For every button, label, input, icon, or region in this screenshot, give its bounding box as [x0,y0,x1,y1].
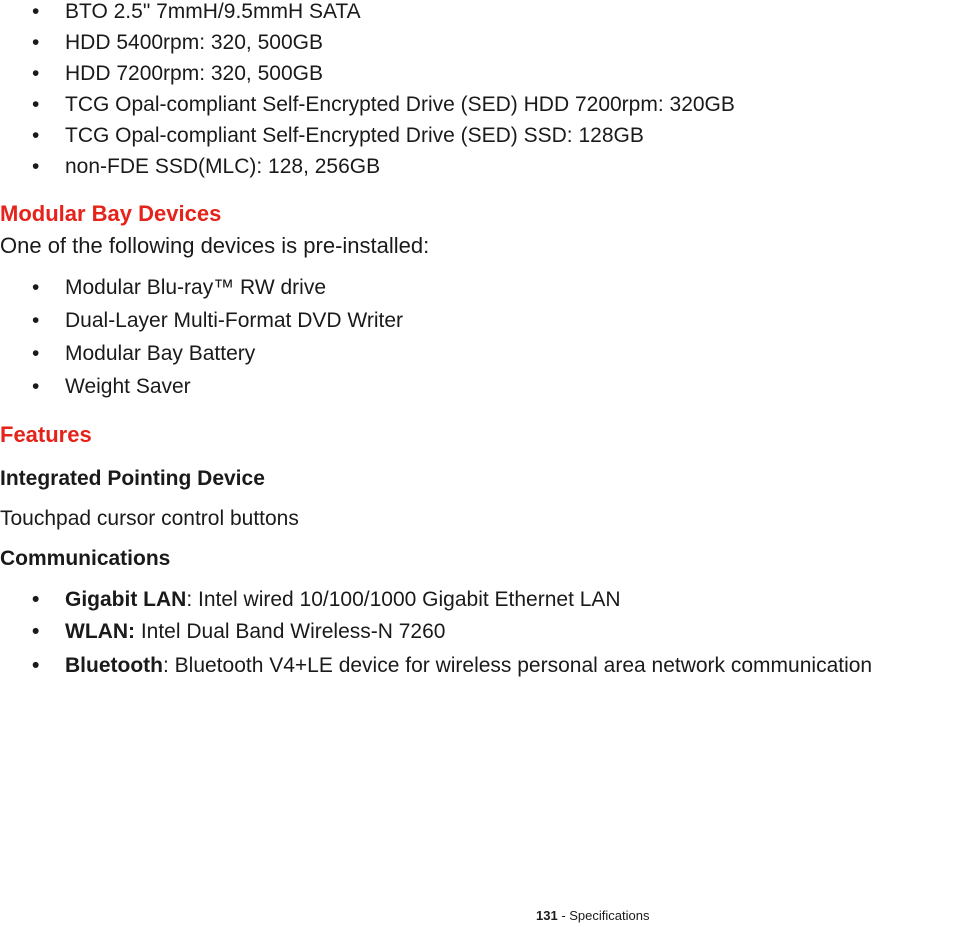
item-term: Gigabit LAN [65,588,187,611]
modular-bay-heading: Modular Bay Devices [0,201,222,226]
pointing-device-text: Touchpad cursor control buttons [0,507,299,530]
footer-separator: - [557,908,570,923]
list-item: • TCG Opal-compliant Self-Encrypted Drive (SED) HDD 7200rpm: 320GB [0,89,955,120]
page-number: 131 [536,908,558,923]
list-item-gigabit-lan [0,584,955,616]
list-item: • non-FDE SSD(MLC): 128, 256GB [0,151,955,182]
list-item-bluetooth [0,650,955,682]
item-term: Bluetooth [65,654,163,677]
list-item: • Modular Blu-ray™ RW drive [0,271,955,304]
modular-bay-list [0,271,955,403]
list-item: • HDD 7200rpm: 320, 500GB [0,58,955,89]
drive-options-list [0,0,955,182]
item-description: : Bluetooth V4+LE device for wireless personal area network communication [162,654,873,677]
communications-heading: Communications [0,547,171,570]
item-description: Intel Dual Band Wireless-N 7260 [134,620,446,643]
communications-list [0,584,955,682]
list-item: • Modular Bay Battery [0,337,955,370]
footer-section: Specifications [569,908,650,923]
list-item: • Weight Saver [0,370,955,403]
list-item-wlan [0,616,955,648]
item-term: WLAN: [65,620,135,643]
page-footer [536,906,649,926]
pointing-device-heading: Integrated Pointing Device [0,467,265,490]
modular-bay-intro: One of the following devices is pre-installed: [0,233,430,258]
list-item: • TCG Opal-compliant Self-Encrypted Drive (SED) SSD: 128GB [0,120,955,151]
item-description: : Intel wired 10/100/1000 Gigabit Ethernet LAN [186,588,621,611]
list-item: • Dual-Layer Multi-Format DVD Writer [0,304,955,337]
list-item: • BTO 2.5" 7mmH/9.5mmH SATA [0,0,955,27]
list-item: • HDD 5400rpm: 320, 500GB [0,27,955,58]
features-heading: Features [0,422,92,447]
